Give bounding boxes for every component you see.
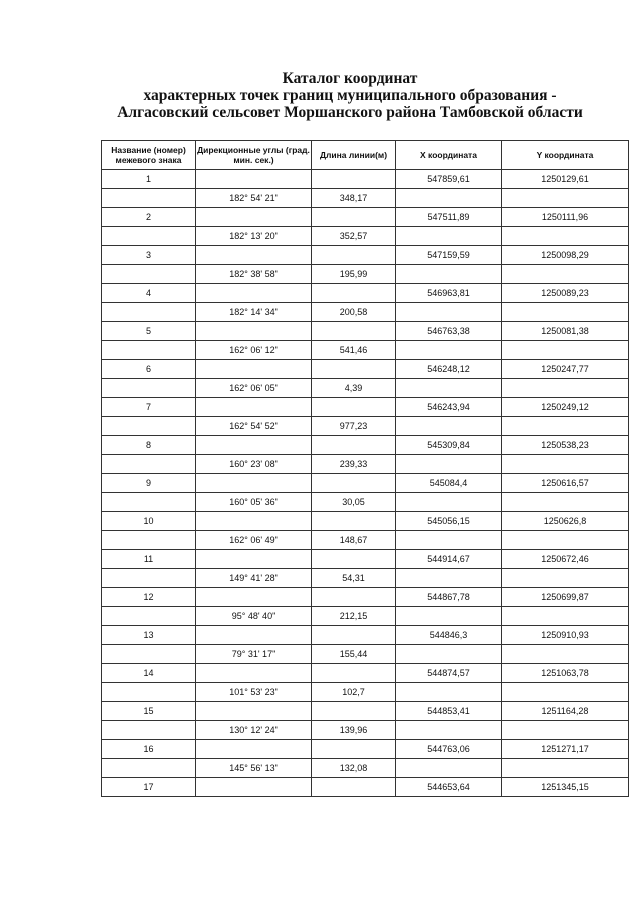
table-row-point [102,398,629,417]
empty-cell [312,626,396,645]
direction-angle-cell: 160° 23' 08" [196,455,312,474]
x-coordinate-cell: 545084,4 [396,474,502,493]
empty-cell [396,531,502,550]
x-coordinate-cell: 546963,81 [396,284,502,303]
point-name-cell: 6 [102,360,196,379]
line-length-cell: 195,99 [312,265,396,284]
empty-cell [196,550,312,569]
table-row-segment [102,607,629,626]
empty-cell [312,208,396,227]
title-line-1: Каталог координат [282,70,418,87]
y-coordinate-cell: 1250098,29 [502,246,629,265]
empty-cell [396,569,502,588]
y-coordinate-cell: 1250111,96 [502,208,629,227]
direction-angle-cell: 182° 54' 21" [196,189,312,208]
line-length-cell: 200,58 [312,303,396,322]
empty-cell [196,664,312,683]
empty-cell [196,398,312,417]
table-row-point [102,740,629,759]
x-coordinate-cell: 544874,57 [396,664,502,683]
empty-cell [196,778,312,797]
line-length-cell: 977,23 [312,417,396,436]
empty-cell [396,227,502,246]
direction-angle-cell: 182° 38' 58" [196,265,312,284]
x-coordinate-cell: 545309,84 [396,436,502,455]
y-coordinate-cell: 1250616,57 [502,474,629,493]
table-body [102,170,629,797]
empty-cell [502,417,629,436]
empty-cell [396,607,502,626]
x-coordinate-cell: 544653,64 [396,778,502,797]
empty-cell [502,265,629,284]
empty-cell [312,474,396,493]
point-name-cell: 2 [102,208,196,227]
x-coordinate-cell: 544867,78 [396,588,502,607]
empty-cell [396,265,502,284]
direction-angle-cell: 162° 54' 52" [196,417,312,436]
table-row-segment [102,227,629,246]
empty-cell [312,360,396,379]
point-name-cell: 17 [102,778,196,797]
empty-cell [312,550,396,569]
table-row-segment [102,493,629,512]
empty-cell [196,740,312,759]
line-length-cell: 4,39 [312,379,396,398]
empty-cell [102,531,196,550]
table-row-point [102,664,629,683]
x-coordinate-cell: 544846,3 [396,626,502,645]
empty-cell [396,759,502,778]
empty-cell [196,322,312,341]
direction-angle-cell: 149° 41' 28" [196,569,312,588]
x-coordinate-cell: 545056,15 [396,512,502,531]
table-row-point [102,702,629,721]
coordinates-table [101,140,629,797]
y-coordinate-cell: 1250129,61 [502,170,629,189]
direction-angle-cell: 160° 05' 36" [196,493,312,512]
table-row-point [102,512,629,531]
table-row-point [102,588,629,607]
table-row-segment [102,531,629,550]
y-coordinate-cell: 1250626,8 [502,512,629,531]
point-name-cell: 15 [102,702,196,721]
y-coordinate-cell: 1251345,15 [502,778,629,797]
empty-cell [196,474,312,493]
line-length-cell: 212,15 [312,607,396,626]
empty-cell [196,360,312,379]
empty-cell [312,284,396,303]
y-coordinate-cell: 1250081,38 [502,322,629,341]
table-row-point [102,778,629,797]
point-name-cell: 16 [102,740,196,759]
empty-cell [196,702,312,721]
empty-cell [396,379,502,398]
empty-cell [102,645,196,664]
empty-cell [502,645,629,664]
line-length-cell: 352,57 [312,227,396,246]
empty-cell [502,531,629,550]
x-coordinate-cell: 547159,59 [396,246,502,265]
table-row-segment [102,455,629,474]
empty-cell [102,721,196,740]
empty-cell [502,189,629,208]
header-direction-angle: Дирекционные углы (град. мин. сек.) [196,141,312,170]
empty-cell [502,607,629,626]
title-line-2: характерных точек границ муниципального образования - [143,87,557,104]
empty-cell [102,189,196,208]
empty-cell [312,664,396,683]
empty-cell [102,455,196,474]
empty-cell [196,436,312,455]
line-length-cell: 132,08 [312,759,396,778]
empty-cell [396,683,502,702]
direction-angle-cell: 95° 48' 40" [196,607,312,626]
empty-cell [312,170,396,189]
empty-cell [502,379,629,398]
y-coordinate-cell: 1250247,77 [502,360,629,379]
empty-cell [502,455,629,474]
table-row-segment [102,303,629,322]
point-name-cell: 5 [102,322,196,341]
empty-cell [312,246,396,265]
empty-cell [102,265,196,284]
empty-cell [312,702,396,721]
direction-angle-cell: 162° 06' 49" [196,531,312,550]
empty-cell [196,284,312,303]
line-length-cell: 30,05 [312,493,396,512]
point-name-cell: 7 [102,398,196,417]
y-coordinate-cell: 1250910,93 [502,626,629,645]
direction-angle-cell: 79° 31' 17" [196,645,312,664]
table-row-segment [102,759,629,778]
empty-cell [502,721,629,740]
point-name-cell: 10 [102,512,196,531]
direction-angle-cell: 182° 13' 20" [196,227,312,246]
x-coordinate-cell: 546763,38 [396,322,502,341]
table-row-point [102,626,629,645]
x-coordinate-cell: 544853,41 [396,702,502,721]
empty-cell [102,607,196,626]
x-coordinate-cell: 547511,89 [396,208,502,227]
table-row-segment [102,379,629,398]
empty-cell [312,778,396,797]
empty-cell [196,588,312,607]
empty-cell [102,759,196,778]
empty-cell [502,683,629,702]
y-coordinate-cell: 1250249,12 [502,398,629,417]
empty-cell [312,512,396,531]
document-title [90,70,610,121]
y-coordinate-cell: 1250089,23 [502,284,629,303]
table-row-segment [102,417,629,436]
line-length-cell: 239,33 [312,455,396,474]
direction-angle-cell: 162° 06' 05" [196,379,312,398]
point-name-cell: 13 [102,626,196,645]
y-coordinate-cell: 1251164,28 [502,702,629,721]
table-row-point [102,474,629,493]
empty-cell [502,759,629,778]
table-row-segment [102,683,629,702]
empty-cell [396,721,502,740]
table-header-row [102,141,629,170]
empty-cell [102,341,196,360]
line-length-cell: 139,96 [312,721,396,740]
empty-cell [102,493,196,512]
empty-cell [396,645,502,664]
point-name-cell: 8 [102,436,196,455]
empty-cell [312,398,396,417]
x-coordinate-cell: 546243,94 [396,398,502,417]
table-row-point [102,284,629,303]
header-y-coordinate: Y координата [502,141,629,170]
line-length-cell: 348,17 [312,189,396,208]
direction-angle-cell: 145° 56' 13" [196,759,312,778]
table-row-point [102,322,629,341]
table-row-point [102,170,629,189]
empty-cell [312,322,396,341]
empty-cell [102,303,196,322]
table-row-point [102,246,629,265]
point-name-cell: 14 [102,664,196,683]
y-coordinate-cell: 1250672,46 [502,550,629,569]
point-name-cell: 1 [102,170,196,189]
x-coordinate-cell: 544763,06 [396,740,502,759]
line-length-cell: 148,67 [312,531,396,550]
empty-cell [312,436,396,455]
table-row-point [102,360,629,379]
x-coordinate-cell: 544914,67 [396,550,502,569]
empty-cell [396,417,502,436]
header-point-name: Название (номер) межевого знака [102,141,196,170]
empty-cell [196,246,312,265]
empty-cell [502,303,629,322]
empty-cell [502,569,629,588]
empty-cell [502,493,629,512]
table-row-segment [102,341,629,360]
table-row-segment [102,189,629,208]
line-length-cell: 541,46 [312,341,396,360]
title-line-3: Алгасовский сельсовет Моршанского района Тамбовской области [117,104,583,121]
empty-cell [396,493,502,512]
y-coordinate-cell: 1250538,23 [502,436,629,455]
empty-cell [196,512,312,531]
empty-cell [312,740,396,759]
empty-cell [196,208,312,227]
empty-cell [502,341,629,360]
empty-cell [102,569,196,588]
header-line-length: Длина линии(м) [312,141,396,170]
table-row-segment [102,721,629,740]
point-name-cell: 11 [102,550,196,569]
empty-cell [312,588,396,607]
table-row-point [102,550,629,569]
table-row-point [102,436,629,455]
x-coordinate-cell: 546248,12 [396,360,502,379]
line-length-cell: 155,44 [312,645,396,664]
empty-cell [396,455,502,474]
point-name-cell: 9 [102,474,196,493]
empty-cell [102,417,196,436]
direction-angle-cell: 162° 06' 12" [196,341,312,360]
point-name-cell: 3 [102,246,196,265]
empty-cell [102,683,196,702]
empty-cell [102,379,196,398]
y-coordinate-cell: 1251271,17 [502,740,629,759]
x-coordinate-cell: 547859,61 [396,170,502,189]
point-name-cell: 12 [102,588,196,607]
empty-cell [396,341,502,360]
y-coordinate-cell: 1250699,87 [502,588,629,607]
empty-cell [396,303,502,322]
table-row-segment [102,645,629,664]
table-row-segment [102,569,629,588]
direction-angle-cell: 101° 53' 23" [196,683,312,702]
header-x-coordinate: X координата [396,141,502,170]
line-length-cell: 102,7 [312,683,396,702]
empty-cell [196,626,312,645]
empty-cell [102,227,196,246]
direction-angle-cell: 182° 14' 34" [196,303,312,322]
y-coordinate-cell: 1251063,78 [502,664,629,683]
line-length-cell: 54,31 [312,569,396,588]
table-row-segment [102,265,629,284]
table-row-point [102,208,629,227]
direction-angle-cell: 130° 12' 24" [196,721,312,740]
point-name-cell: 4 [102,284,196,303]
empty-cell [502,227,629,246]
empty-cell [196,170,312,189]
empty-cell [396,189,502,208]
